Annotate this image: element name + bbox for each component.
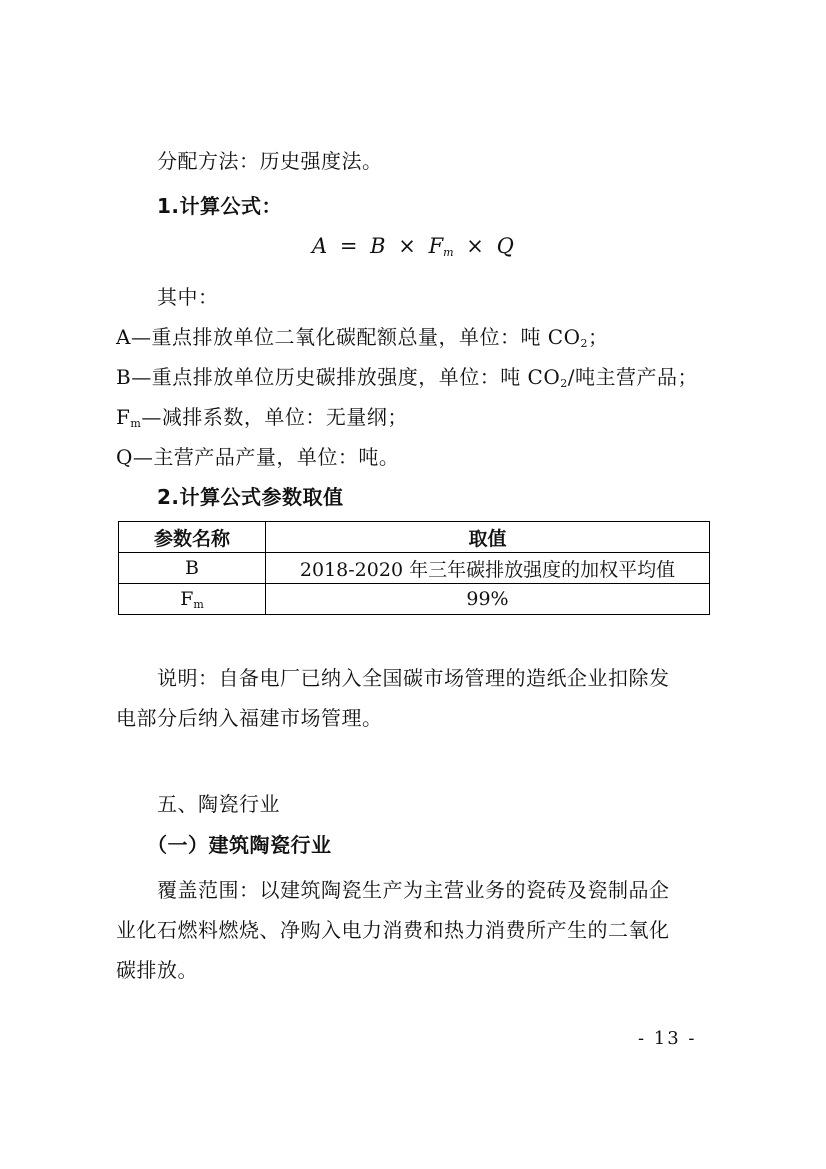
definition-F: $F_m—$减排系数，单位：无量纲； [116,405,408,430]
where-label: 其中： [157,285,219,309]
table-cell-name: $F_m$ [119,584,266,615]
definition-A: A—重点排放单位二氧化碳配额总量，单位：吨 $CO_2$； [116,325,609,350]
note-line-1: 说明：自备电厂已纳入全国碳市场管理的造纸企业扣除发 [157,666,670,690]
page-number: - 13 - [638,1028,697,1049]
paragraph-allocation-method: 分配方法：历史强度法。 [157,149,383,173]
definition-B: B—重点排放单位历史碳排放强度，单位：吨 $CO_2/$吨主营产品； [116,365,699,390]
heading-formula: 1.计算公式： [157,194,283,218]
table-header-row [119,522,710,553]
table-row [119,584,710,615]
parameter-table [118,521,710,615]
coverage-line-2: 业化石燃料燃烧、净购入电力消费和热力消费所产生的二氧化 [116,918,670,942]
heading-parameters: 2.计算公式参数取值 [157,485,344,509]
coverage-line-3: 碳排放。 [116,958,198,982]
table-cell-value: 99% [266,584,710,615]
formula-equals: = [339,234,358,258]
section-heading-ceramics: 五、陶瓷行业 [157,792,280,816]
coverage-line-1: 覆盖范围：以建筑陶瓷生产为主营业务的瓷砖及瓷制品企 [157,878,670,902]
table-cell-value: 2018-2020 年三年碳排放强度的加权平均值 [266,553,710,584]
formula [312,234,514,259]
table-row [119,553,710,584]
formula-B: B [370,234,386,258]
table-cell-name: B [119,553,266,584]
formula-A: A [312,234,328,258]
formula-times-1: × [398,234,416,258]
formula-times-2: × [466,234,484,258]
subsection-heading-building-ceramics: （一）建筑陶瓷行业 [147,833,332,857]
note-line-2: 电部分后纳入福建市场管理。 [116,706,383,730]
table-header-name: 参数名称 [119,522,266,553]
formula-Q: Q [496,234,514,258]
definition-Q: Q—主营产品产量，单位：吨。 [116,445,400,469]
formula-F: $F_m$ [428,234,454,259]
table-header-value: 取值 [266,522,710,553]
